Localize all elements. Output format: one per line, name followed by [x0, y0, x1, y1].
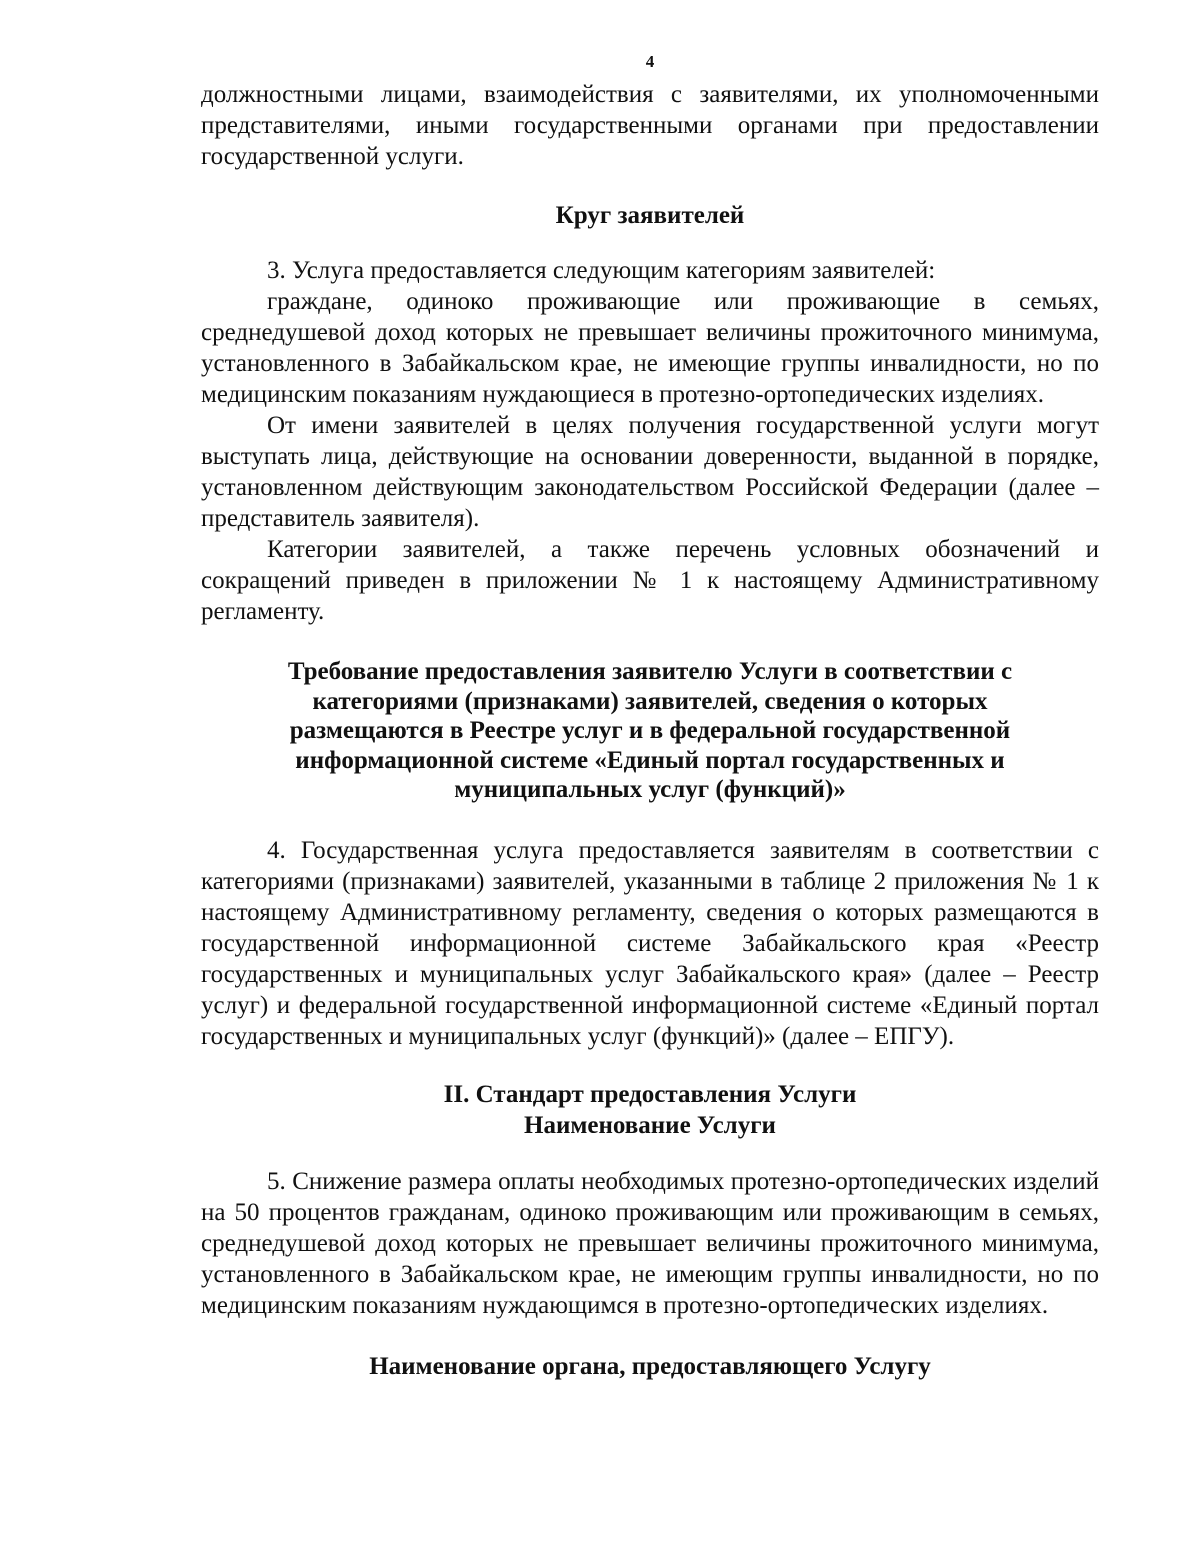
- heading-standard: [201, 1079, 1099, 1141]
- heading-standard-line-1: II. Стандарт предоставления Услуги: [443, 1080, 857, 1108]
- heading-service-name: Наименование Услуги: [524, 1111, 776, 1139]
- heading-requirement-line-2: категориями (признаками) заявителей, сведения о которых: [312, 687, 988, 715]
- item-3-body: граждане, одиноко проживающие или проживающие в семьях, среднедушевой доход которых не превышает величины прожиточного минимума, установленного в Забайкальском крае, не имеющие группы инвалидности, но по медицинским показаниям нуждающиеся в протезно-ортопедических изделиях.: [201, 288, 1099, 408]
- representatives-paragraph: От имени заявителей в целях получения государственной услуги могут выступать лица, действующие на основании доверенности, выданной в порядке, установленном действующим законодательством Российской Федерации (далее – представитель заявителя).: [201, 412, 1099, 532]
- heading-requirement-line-4: информационной системе «Единый портал государственных и: [295, 746, 1005, 774]
- item-5-paragraph: 5. Снижение размера оплаты необходимых протезно-ортопедических изделий на 50 процентов гражданам, одиноко проживающим или проживающим в семьях, среднедушевой доход которых не превышает величины прожиточного минимума, установленного в Забайкальском крае, не имеющим группы инвалидности, но по медицинским показаниям нуждающимся в протезно-ортопедических изделиях.: [201, 1167, 1099, 1319]
- heading-requirement: [201, 657, 1099, 805]
- heading-requirement-line-3: размещаются в Реестре услуг и в федеральной государственной: [289, 717, 1011, 744]
- heading-applicants: Круг заявителей: [555, 202, 745, 229]
- categories-note-paragraph: Категории заявителей, а также перечень условных обозначений и сокращений приведен в приложении № 1 к настоящему Административному регламенту.: [201, 536, 1099, 625]
- heading-requirement-line-1: Требование предоставления заявителю Услуги в соответствии с: [287, 658, 1013, 685]
- heading-authority: Наименование органа, предоставляющего Услугу: [369, 1352, 931, 1380]
- item-3-intro: 3. Услуга предоставляется следующим категориям заявителей:: [267, 257, 936, 284]
- page-number: 4: [645, 52, 655, 71]
- document-body: [201, 79, 1099, 1382]
- intro-paragraph: должностными лицами, взаимодействия с заявителями, их уполномоченными представителями, иными государственными органами при предоставлении государственной услуги.: [201, 81, 1099, 170]
- item-4-paragraph: 4. Государственная услуга предоставляется заявителям в соответствии с категориями (признаками) заявителей, указанными в таблице 2 приложения № 1 к настоящему Административному регламенту, сведения о которых размещаются в государственной информационной системе Забайкальского края «Реестр государственных и муниципальных услуг Забайкальского края» (далее – Реестр услуг) и федеральной государственной информационной системе «Единый портал государственных и муниципальных услуг (функций)» (далее – ЕПГУ).: [201, 836, 1099, 1050]
- heading-requirement-line-5: муниципальных услуг (функций)»: [454, 776, 846, 803]
